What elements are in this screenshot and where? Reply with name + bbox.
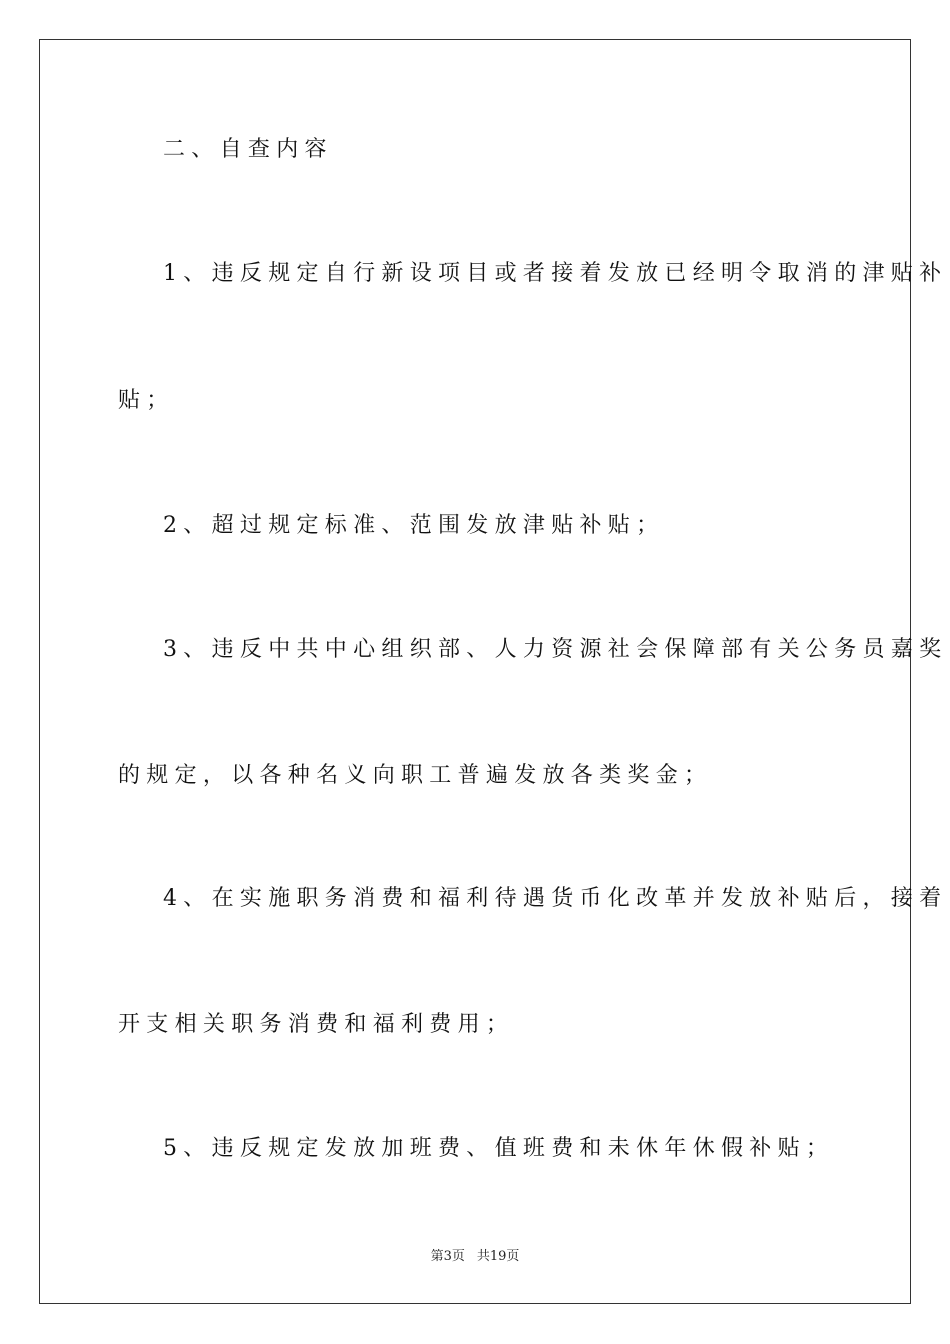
body-line-2: 贴； xyxy=(118,388,175,413)
body-line-7: 开支相关职务消费和福利费用； xyxy=(118,1012,515,1037)
body-line-8: 5、违反规定发放加班费、值班费和未休年休假补贴； xyxy=(163,1136,835,1161)
body-line-5: 的规定，以各种名义向职工普遍发放各类奖金； xyxy=(118,763,713,788)
body-line-1: 1、违反规定自行新设项目或者接着发放已经明令取消的津贴补 xyxy=(163,261,948,286)
body-line-3: 2、超过规定标准、范围发放津贴补贴； xyxy=(163,513,665,538)
page-footer xyxy=(0,1245,950,1264)
body-line-4: 3、违反中共中心组织部、人力资源社会保障部有关公务员嘉奖 xyxy=(163,637,948,662)
page-border xyxy=(39,39,911,1304)
page-number: 第3页 xyxy=(430,1249,465,1264)
page-total: 共19页 xyxy=(476,1249,520,1264)
section-heading: 二、自查内容 xyxy=(163,137,333,162)
body-line-6: 4、在实施职务消费和福利待遇货币化改革并发放补贴后，接着 xyxy=(163,886,948,911)
